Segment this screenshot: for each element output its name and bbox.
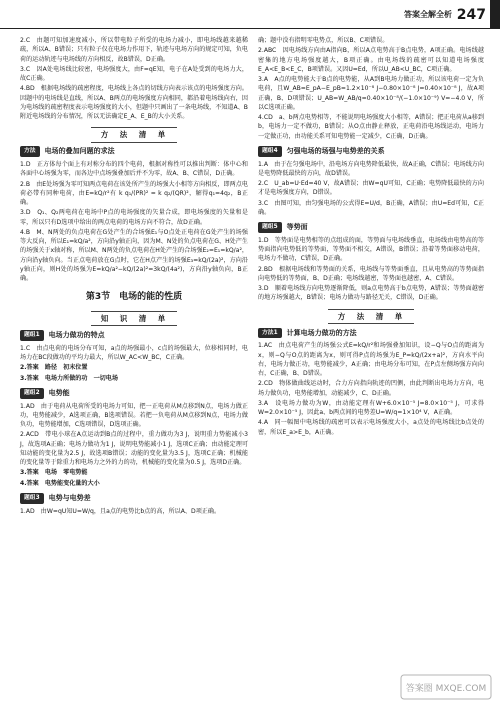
watermark-text: 答案圈 MXQE.COM [405, 684, 487, 694]
answer-item: 2.C 由题可知加速度减小，所以带电粒子所受的电场力减小，即电场线越来越稀疏，所以A、B错误；只有粒子仅在电场力作用下，轨迹与电场方向的规定可知，负电荷的运动轨迹与电场线的方向相反，故B错误，D正确。 [20, 37, 248, 63]
answer-item: 1.C 由点电荷的电场分布可知，a点的场强最小，c点的场强最大，位移相同时，电场力在BC段做功的平均力最大，所以W_AC<W_BC，C正确。 [20, 344, 248, 362]
topic-heading [258, 146, 484, 157]
answer-item: 2.ABC 因电场线方向由A指向B，所以A点电势高于B点电势，A项正确。电场线越密集的地方电场强度越大，B项正确。由电场线的疏密可以知道电场强度E_A<E_B<E_C，B项错误。又因U=Ed，所以U_AB<U_BC，C项正确。 [258, 47, 484, 73]
topic-tag: 题组3 [20, 493, 44, 504]
method-title: 电场的叠加问题的求法 [44, 147, 115, 156]
method-list-banner: 方 法 清 单 [20, 127, 248, 141]
section-title: 第3节 电场的能的性质 [85, 292, 183, 303]
answer-item: 1.A 由于在匀强电场中，沿电场方向电势降低最快，故A正确，C错误；电场线方向是电势降低最快的方向，故D错误。 [258, 160, 484, 177]
answer-item: 4.B M、N两处的负点电荷在G处产生的合场强E₁与O点处正电荷在G处产生的场强等大反向，所以E₁=kQ/a²，方向沿y轴正向，因为M、N处的负点电荷在G、H处产生的场强关于x轴对称，所以M、N两处的负点电荷在H处产生的合场强E₂=E₁=kQ/a²，方向沿y轴负向。当正点电荷放在G点时，它在H点产生的场强E₃=kQ/(2a)²，方向沿y轴正向，则H处的场强为E=kQ/a²−kQ/(2a)²=3kQ/(4a²)，方向沿y轴负向，B正确。 [20, 228, 248, 283]
answer-item: 3.答案 电场 零电势能 [20, 469, 88, 477]
method-heading [258, 328, 484, 339]
answer-item: 1.D 等势面是电势相等的点组成的面，等势面与电场线垂直，电场线由电势高的等势面指向电势低的等势面，等势面不相交，A错误，B错误；沿着等势面移动电荷，电场力不做功，C错误，D正确。 [258, 236, 484, 263]
answer-item: 4.答案 电势能变化量的大小 [20, 479, 100, 487]
topic-title: 电场力做功的特点 [48, 331, 105, 340]
topic-heading [20, 493, 248, 504]
page-number: 247 [456, 7, 486, 23]
answer-item: 1.AD 由W=qU知U=W/q，且a点的电势比b点的高，所以A、D项正确。 [20, 507, 221, 515]
answer-item: 1.D 正方体每个面上有对称分布的四个电荷，根据对称性可以推出判断：体中心和各面中心场强为零，而各边中点场强叠加后并不为零，故A、B、C错误，D正确。 [20, 161, 248, 178]
answer-item: 2.BD 根据电场线和等势面的关系，电场线与等势面垂直，且从电势高的等势面指向电势低的等势面，B、D正确；电场线越密，等势面也越密，A、C错误。 [258, 265, 484, 282]
answer-item: 3.C 因A处电场线比较密，电场强度大，由F=qE知，电子在A处受到的电场力大，故C正确。 [20, 65, 248, 82]
topic-title: 等势面 [286, 223, 308, 232]
topic-tag: 题组1 [20, 330, 44, 341]
answer-item: 2.CD 物体做曲线运动时，合力方向指向轨迹的凹侧，由此判断出电场力方向，电场力做负功，电势能增加，动能减少，C、D正确。 [258, 380, 484, 397]
answer-item: 4.CD a、b两点电势相等，不能说明电场强度大小相等，A错误；把正电荷从a移到b，电场力一定不做功，B错误；从O点由静止释放，正电荷沿电场线运动，电场力一定做正功，由功能关系可知电势能一定减少，C正确，D正确。 [258, 114, 484, 140]
header-edge-strip [490, 0, 500, 28]
topic-title: 电势能 [48, 388, 70, 397]
answer-item: 4.BD 根据电场线的疏密程度，电场线上各点的切线方向表示该点的电场强度方向。因题中的电场线是直线，所以A、B两点的电场强度方向相同，都沿着电场线向右，因为电场线的疏密程度表示电场强度的大小，但题中只画出了一条电场线，不知道A、B附近电场线的分布情况，所以无法确定E_A、E_B的大小关系。 [20, 85, 248, 120]
answer-item: 2.ACD 带电小球在A点运动到B点的过程中，重力做功为3 J，说明重力势能减小3 J，故选项A正确；电场力做功为1 J，说明电势能减小1 J，选项C正确；由动能定理可知动能的变化量为2.5 J，故选项B错误；动能的变化量为3.5 J，选项C正确；机械能的变化量等于除重力和电场力之外的力的功，机械能的变化量为0.5 J，选项D正确。 [20, 431, 248, 467]
answer-item: 2.B 由E处场强为零可知两点电荷在该处所产生的场强大小相等方向相反，即两点电荷必带有同种电荷，由E=kQ/r²有 k q₁/(PR)² = k q₂/(QR)²，解得q₁=4q₂，B正确。 [20, 180, 248, 207]
topic-heading [258, 222, 484, 233]
answer-item: 3.C 由图可知，由匀强电场的公式得E=U/d，B正确，A错误；由U=Ed可知，C正确。 [258, 199, 484, 216]
header-title: 答案全解全析 [404, 10, 452, 19]
method-tag: 方法1 [258, 328, 282, 339]
answer-item: 2.C U_ab=U·Ed=40 V，故A错误；由W=qU可知，C正确；电势降低最快的方向才是电场强度方向，D错误。 [258, 180, 484, 197]
topic-heading [20, 388, 248, 399]
answer-item: 确；题中没有指明零电势点，所以B、C项错误。 [258, 37, 389, 44]
left-column [20, 36, 248, 517]
method-list-banner: 方 法 清 单 [258, 309, 484, 323]
method-tag: 方法 [20, 146, 40, 157]
answer-item: 3.D Q₁、Q₂两电荷在电场中P点的电场强度的矢量合成，即电场强度的矢量和是零，所以只有D选项中给出的两点电荷的电场方向不符合，故D正确。 [20, 209, 248, 226]
method-heading [20, 146, 248, 157]
topic-title: 电势与电势差 [48, 493, 91, 502]
topic-tag: 题组5 [258, 222, 282, 233]
answer-item: 3.A 设电场力做功为W，由动能定理有W+6.0×10⁻⁵ J=8.0×10⁻⁵ J，可求得W=2.0×10⁻⁵ J，因此a、b两点间的电势差U=W/q=1×10⁴ V，A正确。 [258, 399, 484, 417]
topic-tag: 题组2 [20, 388, 44, 399]
answer-item: 2.答案 路径 初末位置 [20, 364, 88, 372]
topic-tag: 题组4 [258, 146, 282, 157]
watermark-logo [400, 674, 492, 700]
method-title: 计算电场力做功的方法 [286, 328, 357, 337]
answer-item: 1.AC 由点电荷产生的场强公式E=kQ/r²和场强叠加知识，设−Q与O点的距离为x，则−Q与O点的距离为x，则可得P点的场强为E_P=kQ/(2x+a)²，方向水平向右，电场力做正功，电势能减少，A正确；由电场分布可知，在P点左侧场强方向向右，C正确，B、D错误。 [258, 342, 484, 378]
knowledge-list-banner: 知 识 清 单 [20, 311, 248, 325]
answer-item: 1.AD 由于电荷从电荷所受的电场力可知，把一正电荷从M点移到N点，电场力做正功，电势能减少，A选项正确，B选项错误。若把一负电荷从M点移到N点，电场力做负功，电势能增加，C选项错误，D选项正确。 [20, 402, 248, 429]
topic-title: 匀强电场的场强与电势差的关系 [286, 146, 385, 155]
page-header [0, 0, 500, 29]
answer-item: 3.A A点的电势能大于B点的电势能，从A到B电场力做正功，所以该电荷一定为负电荷，且W_AB=E_pA−E_pB=1.2×10⁻⁸ J−0.80×10⁻⁸ J=0.40×10⁻⁸ J，故A项正确，B、D项错误；U_AB=W_AB/q=0.40×10⁻⁸/(−1.0×10⁻⁹) V=−4.0 V，所以C选项正确。 [258, 76, 484, 111]
answer-item: 4.A 同一幅图中电场线的疏密可以表示电场强度大小，a点处的电场线比b点处的密，所以E_a>E_b，A正确。 [258, 419, 484, 436]
right-column [258, 36, 484, 438]
answer-item: 3.D 顺着电场线方向电势逐渐降低，则a点电势高于b点电势，A错误；等势面越密的地方场强越大，B错误；电场力做功与路径无关，C错误，D正确。 [258, 285, 484, 302]
answer-item: 3.答案 电场力所做的功 一切电场 [20, 374, 118, 382]
topic-heading [20, 330, 248, 341]
